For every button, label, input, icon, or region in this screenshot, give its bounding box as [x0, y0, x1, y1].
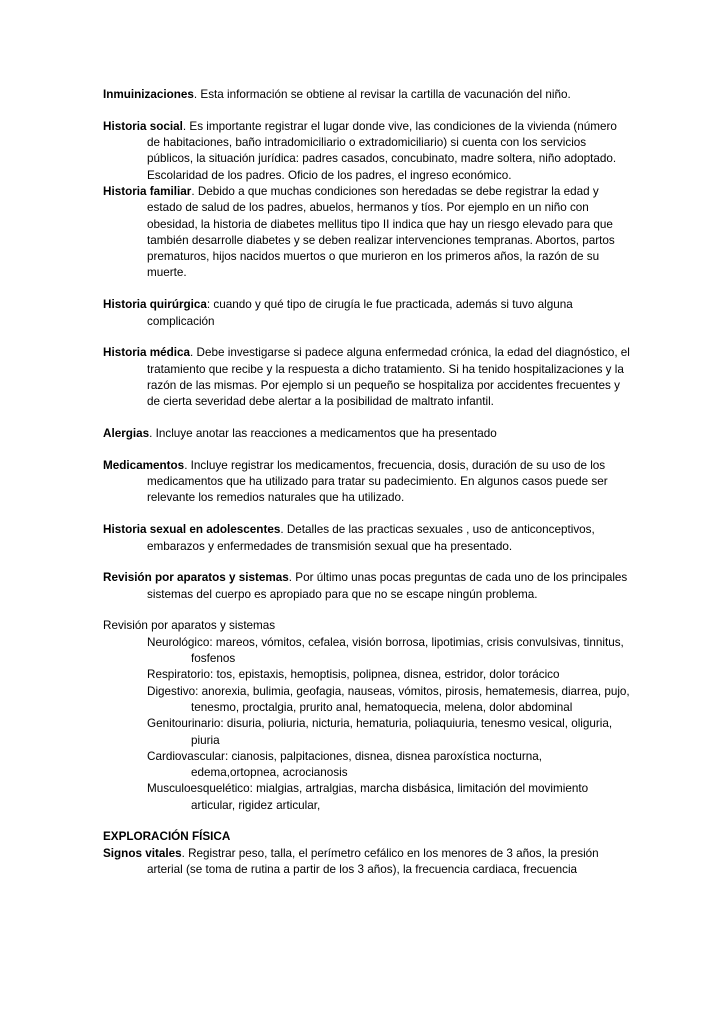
review-item-genitourinario: Genitourinario: disuria, poliuria, nicturia, hematuria, poliaquiuria, tenesmo vesical, oliguria, piuria: [147, 717, 613, 747]
paragraph-inmunizaciones: [103, 87, 633, 103]
paragraph-medicamentos: [103, 458, 633, 507]
heading: Revisión por aparatos y sistemas: [103, 571, 289, 585]
body-text: : cuando y qué tipo de cirugía le fue practicada, además si tuvo alguna complicación: [147, 298, 573, 328]
review-item-respiratorio: Respiratorio: tos, epistaxis, hemoptisis, polipnea, disnea, estridor, dolor torácico: [147, 668, 560, 682]
review-title: Revisión por aparatos y sistemas: [103, 619, 276, 633]
body-text: . Esta información se obtiene al revisar la cartilla de vacunación del niño.: [193, 88, 571, 101]
body-text: . Registrar peso, talla, el perímetro cefálico en los menores de 3 años, la presión arterial (se toma de rutina a partir de los 3 años), la frecuencia cardiaca, frecuencia: [147, 846, 599, 877]
heading: Historia familiar: [103, 184, 192, 198]
section-title-exploracion: EXPLORACIÓN FÍSICA: [103, 830, 231, 844]
heading: Inmuinizaciones: [103, 88, 194, 101]
document-page: [103, 87, 633, 878]
heading: Medicamentos: [103, 458, 185, 472]
body-text: . Por último unas pocas preguntas de cada uno de los principales sistemas del cuerpo es apropiado para que no se escape ningún problema.: [147, 571, 628, 601]
body-text: . Debe investigarse si padece alguna enfermedad crónica, la edad del diagnóstico, el tratamiento que recibe y la respuesta a dicho tratamiento. Si ha tenido hospitalizaciones y la razón de las mismas. Por ejemplo si un pequeño se hospitaliza por accidentes frecuentes y de cierta severidad debe alertar a la posibilidad de maltrato infantil.: [147, 346, 630, 409]
paragraph-historia-quirurgica: [103, 297, 633, 330]
review-item-musculoesqueletico: Musculoesquelético: mialgias, artralgias, marcha disbásica, limitación del movimiento articular, rigidez articular,: [147, 782, 589, 812]
heading: Signos vitales: [103, 846, 182, 860]
paragraph-historia-medica: [103, 345, 633, 410]
body-text: . Detalles de las practicas sexuales , uso de anticonceptivos, embarazos y enfermedades de transmisión sexual que ha presentado.: [147, 523, 595, 553]
heading: Historia sexual en adolescentes: [103, 523, 281, 537]
heading: Alergias: [103, 427, 150, 441]
review-item-neurologico: Neurológico: mareos, vómitos, cefalea, visión borrosa, lipotimias, crisis convulsivas, tinnitus, fosfenos: [147, 635, 624, 666]
body-text: . Incluye anotar las reacciones a medicamentos que ha presentado: [149, 427, 497, 441]
review-item-digestivo: Digestivo: anorexia, bulimia, geofagia, nauseas, vómitos, pirosis, hematemesis, diarrea, pujo, tenesmo, proctalgia, prurito anal, hematoquecia, melena, dolor abdominal: [147, 684, 630, 714]
body-text: . Incluye registrar los medicamentos, frecuencia, dosis, duración de su uso de los medicamentos que ha utilizado para tratar su padecimiento. En algunos casos puede ser relevante los remedios naturales que ha utilizado.: [147, 458, 608, 505]
paragraph-signos-vitales: [103, 846, 633, 879]
paragraph-revision-sistemas: [103, 570, 633, 603]
body-text: . Debido a que muchas condiciones son heredadas se debe registrar la edad y estado de salud de los padres, abuelos, hermanos y tíos. Por ejemplo en un niño con obesidad, la historia de diabetes mellitus tipo II indica que hay un riesgo elevado para que también desarrolle diabetes y se deben realizar intervenciones tempranas. Abortos, partos prematuros, hijos nacidos muertos o que murieron en los primeros años, la razón de su muerte.: [147, 184, 615, 280]
paragraph-historia-social: [103, 119, 633, 184]
heading: Historia social: [103, 119, 183, 133]
review-item-cardiovascular: Cardiovascular: cianosis, palpitaciones, disnea, disnea paroxística nocturna, edema,ortopnea, acrocianosis: [147, 749, 542, 780]
heading: Historia médica: [103, 346, 191, 360]
paragraph-historia-familiar: [103, 184, 633, 282]
body-text: . Es importante registrar el lugar donde vive, las condiciones de la vivienda (número de habitaciones, baño intradomiciliario o extradomiciliario) si cuenta con los servicios públicos, la situación jurídica: padres casados, concubinato, madre soltera, niño adoptado. Escolaridad de los padres. Oficio de los padres, el ingreso económico.: [147, 119, 617, 182]
paragraph-alergias: [103, 426, 633, 442]
paragraph-historia-sexual: [103, 522, 633, 555]
heading: Historia quirúrgica: [103, 298, 207, 312]
